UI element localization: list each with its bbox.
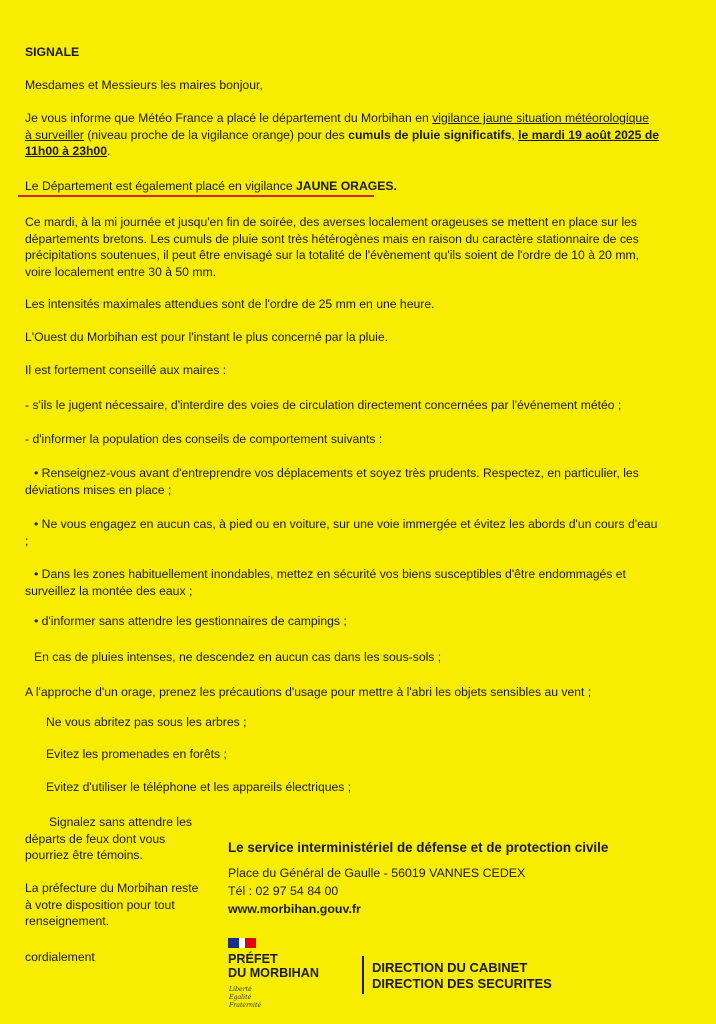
para1-line4: voire localement entre 30 à 50 mm. xyxy=(25,264,217,279)
feux-paragraph xyxy=(25,814,220,864)
bullet2-line2: ; xyxy=(25,533,29,548)
red-underline xyxy=(18,195,374,197)
intro-vigilance-link: vigilance jaune situation météorologique xyxy=(432,111,649,125)
motto xyxy=(229,986,261,1010)
bullet1-line2: déviations mises en place ; xyxy=(25,482,172,497)
bullet3-line2: surveillez la montée des eaux ; xyxy=(25,583,193,598)
direction-cabinet: DIRECTION DU CABINET xyxy=(372,960,528,975)
motto-fraternite: Fraternité xyxy=(229,1002,262,1009)
bullet-1 xyxy=(25,465,705,498)
para1-line1: Ce mardi, à la mi journée et jusqu'en fin de soirée, des averses localement orageuses se mettent en place sur les xyxy=(25,215,638,229)
marianne-logo-icon xyxy=(228,938,256,948)
bullet1-line1: • Renseignez-vous avant d'entreprendre vos déplacements et soyez très prudents. Respectez, en particulier, les xyxy=(34,466,639,480)
footer-divider xyxy=(362,956,364,994)
bullet3-line1: • Dans les zones habituellement inondables, mettez en sécurité vos biens susceptibles d'être endommagés et xyxy=(34,567,626,581)
closing: cordialement xyxy=(25,950,95,964)
intro-text-2: (niveau proche de la vigilance orange) pour des xyxy=(83,127,349,142)
feux-line2: départs de feux dont vous xyxy=(25,831,166,846)
motto-liberte: Liberté xyxy=(229,986,252,993)
dash-item-2: - d'informer la population des conseils de comportement suivants : xyxy=(25,432,383,446)
bullet2-line1: • Ne vous engagez en aucun cas, à pied ou en voiture, sur une voie immergée et évitez les abords d'un cours d'eau xyxy=(34,517,658,531)
prefet-line1: PRÉFET xyxy=(228,952,278,966)
orage-precautions: A l'approche d'un orage, prenez les précautions d'usage pour mettre à l'abri les objets sensibles au vent ; xyxy=(25,685,592,699)
intro-date: le mardi 19 août 2025 de xyxy=(518,127,660,142)
pref-line3: renseignement. xyxy=(25,914,110,928)
para1-line2: départements bretons. Les cumuls de pluie sont très hétérogènes mais en raison du caractère stationnaire de ces xyxy=(25,231,639,246)
direction-securites: DIRECTION DES SECURITES xyxy=(372,976,552,991)
intro-hours: 11h00 à 23h00 xyxy=(25,144,107,158)
direction-block xyxy=(372,960,552,992)
intro-surveiller: à surveiller xyxy=(25,127,84,142)
prefecture-paragraph xyxy=(25,880,220,930)
intensity-line: Les intensités maximales attendues sont de l'ordre de 25 mm en une heure. xyxy=(25,297,435,311)
orages-line xyxy=(25,178,397,195)
paragraph-cumuls xyxy=(25,214,705,280)
footer-website: www.morbihan.gouv.fr xyxy=(228,902,361,916)
para1-line3: précipitations soutenues, il peut être envisagé sur la totalité de l'évènement qu'ils soient de l'ordre de 10 à 20 mm, xyxy=(25,248,640,262)
orages-jaune: JAUNE ORAGES. xyxy=(296,179,397,193)
soussols-line: En cas de pluies intenses, ne descendez en aucun cas dans les sous-sols ; xyxy=(34,650,442,664)
intro-paragraph xyxy=(25,110,705,160)
orages-text: Le Département est également placé en vigilance xyxy=(25,179,296,193)
footer-address: Place du Général de Gaulle - 56019 VANNES CEDEX xyxy=(228,866,526,880)
pref-line1: La préfecture du Morbihan reste xyxy=(25,881,199,895)
intro-period: . xyxy=(107,144,111,158)
ouest-line: L'Ouest du Morbihan est pour l'instant le plus concerné par la pluie. xyxy=(25,330,389,344)
prefet-line2: DU MORBIHAN xyxy=(228,966,319,980)
dash-item-1: - s'ils le jugent nécessaire, d'interdire des voies de circulation directement concernées par l'événement météo ; xyxy=(25,398,622,412)
intro-cumuls: cumuls de pluie significatifs xyxy=(348,127,512,142)
footer-service: Le service interministériel de défense et de protection civile xyxy=(228,840,609,855)
telephone-line: Evitez d'utiliser le téléphone et les appareils électriques ; xyxy=(46,780,352,794)
bullet-4: • d'informer sans attendre les gestionnaires de campings ; xyxy=(34,614,347,628)
motto-egalite: Égalité xyxy=(229,994,252,1001)
feux-line1: Signalez sans attendre les xyxy=(49,815,192,829)
forets-line: Evitez les promenades en forêts ; xyxy=(46,747,227,761)
arbres-line: Ne vous abritez pas sous les arbres ; xyxy=(46,715,247,729)
header-signale: SIGNALE xyxy=(25,45,80,59)
intro-text-1: Je vous informe que Météo France a placé le département du Morbihan en xyxy=(25,111,433,125)
feux-line3: pourriez être témoins. xyxy=(25,848,143,862)
intro-comma: , xyxy=(511,127,519,142)
bullet-3 xyxy=(25,566,705,599)
footer-phone: Tél : 02 97 54 84 00 xyxy=(228,884,339,898)
bullet-2 xyxy=(25,516,705,549)
advice-line: Il est fortement conseillé aux maires : xyxy=(25,363,227,377)
greeting: Mesdames et Messieurs les maires bonjour, xyxy=(25,78,263,92)
pref-line2: à votre disposition pour tout xyxy=(25,897,175,912)
